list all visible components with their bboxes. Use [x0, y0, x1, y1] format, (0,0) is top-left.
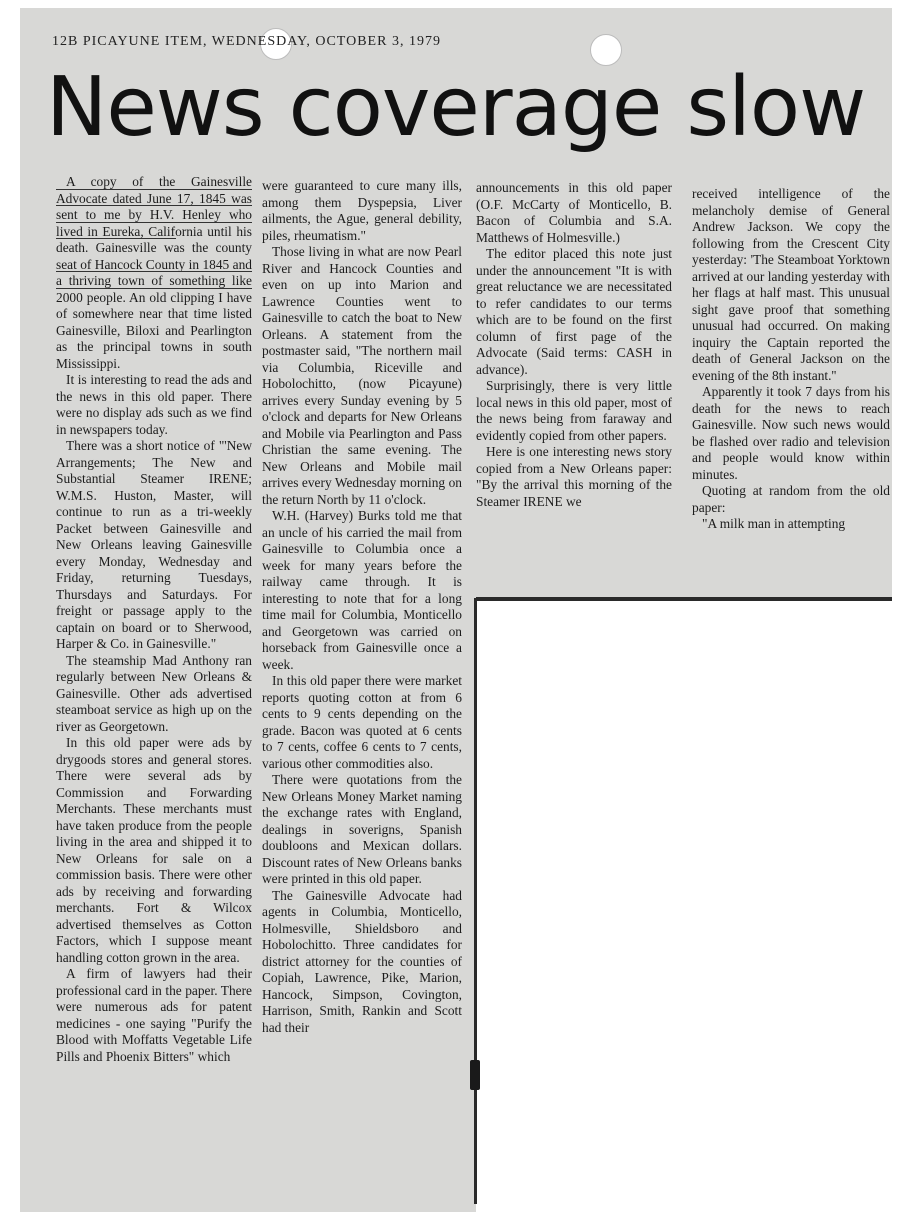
article-column-3 [476, 180, 672, 590]
paragraph: were guaranteed to cure many ills, among them Dyspepsia, Liver ailments, the Ague, general debility, piles, rheumatism." [262, 178, 462, 243]
paragraph: The Gainesville Advocate had agents in Columbia, Monticello, Holmesville, Shieldsboro and Hobolochitto. Three candidates for district attorney for the counties of Copiah, Lawrence, Pike, Marion, Hancock, Simpson, Covington, Harrison, Smith, Rankin and Scott had their [262, 887, 462, 1035]
article-column-2 [262, 178, 462, 1198]
paragraph: W.H. (Harvey) Burks told me that an uncle of his carried the mail from Gainesville to Columbia once a week for many years before the railway came through. It is interesting to note that for a long time mail for Columbia, Monticello and Georgetown was carried on horseback from Gainesville once a week. [262, 508, 462, 672]
paragraph: The editor placed this note just under the announcement "It is with great reluctance we are necessitated to refer candidates to our terms which are to be found on the first column of first page of the Advocate (Said terms: CASH in advance). [476, 246, 672, 377]
paragraph: received intelligence of the melancholy demise of General Andrew Jackson. We copy the following from the Crescent City yesterday: 'The Steamboat Yorktown arrived at our landing yesterday with her flags at half mast. This unusual sight gave proof that something unusual had occurred. On making inquiry the Captain reported the death of General Jackson on the evening of the 8th instant.'' [692, 186, 890, 383]
clipping-edge-scrap [470, 1060, 480, 1090]
paragraph: Here is one interesting news story copied from a New Orleans paper: "By the arrival this morning of the Steamer IRENE we [476, 444, 672, 509]
paragraph: A firm of lawyers had their professional card in the paper. There were numerous ads for patent medicines - one saying "Purify the Blood with Moffatts Vegetable Life Pills and Phoenix Bitters" which [56, 966, 252, 1064]
paragraph: announcements in this old paper (O.F. McCarty of Monticello, B. Bacon of Columbia and S.A. Matthews of Holmesville.) [476, 180, 672, 245]
clipping-edge-vertical [474, 598, 477, 1204]
paragraph: There were quotations from the New Orleans Money Market naming the exchange rates with England, dealings in soverigns, Spanish doubloons and Mexican dollars. Discount rates of New Orleans banks were printed in this old paper. [262, 772, 462, 886]
paragraph: Surprisingly, there is very little local news in this old paper, most of the news being from faraway and evidently copied from other papers. [476, 378, 672, 443]
article-column-1 [56, 174, 252, 1190]
paragraph: "A milk man in attempting [702, 516, 846, 531]
paragraph: Those living in what are now Pearl River and Hancock Counties and even on up into Marion and Lawrence Counties went to Gainesville to catch the boat to New Orleans. A statement from the postmaster said, "The northern mail via Columbia, Riceville and Hobolochitto, (now Picayune) arrives every Sunday evening by 5 o'clock and departs for New Orleans and Mobile via Pearlington and Pass Christian the same evening. The New Orleans and Mobile mail arrives every Wednesday morning on the return North by 11 o'clock. [262, 244, 462, 507]
paragraph: Quoting at random from the old paper: [692, 483, 890, 515]
page-folio: 12B PICAYUNE ITEM, WEDNESDAY, OCTOBER 3, 1979 [52, 34, 441, 49]
headline: News coverage slow [46, 60, 866, 155]
paragraph: It is interesting to read the ads and the news in this old paper. There were no display ads such as we find in newspapers today. [56, 372, 252, 437]
paragraph: In this old paper were ads by drygoods stores and general stores. There were several ads by Commission and Forwarding Merchants. These merchants must have taken produce from the people living in the area and shipped it to New Orleans for sale on a commission basis. There were other ads by receiving and forwarding merchants. Fort & Wilcox advertised themselves as Cotton Factors, which I suppose meant handling cotton grown in the area. [56, 735, 252, 965]
paragraph: There was a short notice of "'New Arrangements; The New and Substantial Steamer IRENE; W.M.S. Huston, Master, will continue to run as a tri-weekly Packet between Gainesville and New Orleans leaving Gainesville every Monday, Wednesday and Friday, returning Tuesdays, Thursdays and Saturdays. For freight or passage apply to the captain on board or to Sherwood, Harper & Co. in Gainesville." [56, 438, 252, 651]
clipping-edge-horizontal [476, 597, 892, 601]
article-column-4 [692, 186, 890, 590]
paragraph: Apparently it took 7 days from his death for the news to reach Gainesville. Now such news would be flashed over radio and television and people would know within minutes. [692, 384, 890, 482]
paragraph: The steamship Mad Anthony ran regularly between New Orleans & Gainesville. Other ads advertised steamboat service as high up on the river as Georgetown. [56, 652, 252, 734]
paragraph: In this old paper there were market reports quoting cotton at from 6 cents to 9 cents depending on the grade. Bacon was quoted at 6 cents to 7 cents, coffee 6 cents to 7 cents, various other commodities also. [262, 673, 462, 771]
paragraph: A copy of the Gainesville Advocate dated June 17, 1845 was sent to me by H.V. Henley who lived in Eureka, California until his death. Gainesville was the county seat of Hancock County in 1845 and a thriving town of something like 2000 people. An old clipping I have of somewhere near that time listed Gainesville, Biloxi and Pearlington as the principal towns in south Mississippi. [56, 174, 252, 371]
